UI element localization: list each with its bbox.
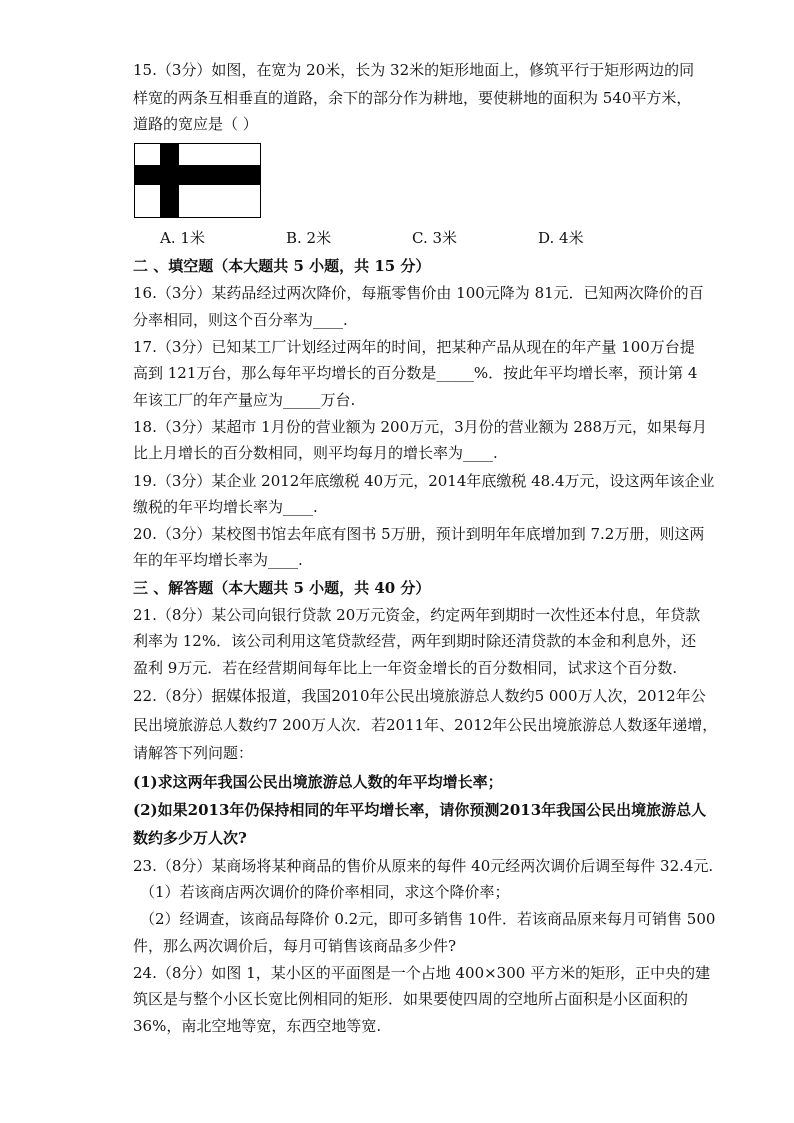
q20-line-1: 20.（3分）某校图书馆去年底有图书 5万册，预计到明年年底增加到 7.2万册，则这两 bbox=[133, 525, 705, 543]
q17-line-3: 年该工厂的年产量应为_____万台. bbox=[133, 391, 356, 409]
q22-line-6: 数约多少万人次? bbox=[133, 829, 247, 847]
q23-line-2: （1）若该商店两次调价的降价率相同，求这个降价率； bbox=[140, 883, 510, 901]
q16-line-2: 分率相同，则这个百分率为____. bbox=[133, 311, 348, 329]
q18-line-1: 18.（3分）某超市 1月份的营业额为 200万元，3月份的营业额为 288万元，如果每月 bbox=[133, 418, 708, 436]
q21-line-2: 利率为 12%．该公司利用这笔贷款经营，两年到期时除还清贷款的本金和利息外，还 bbox=[133, 632, 697, 650]
q22-line-1: 22.（8分）据媒体报道，我国2010年公民出境旅游总人数约5 000万人次，2012年公 bbox=[133, 687, 706, 705]
horizontal-road bbox=[135, 165, 260, 185]
section-2-heading: 二 、填空题（本大题共 5 小题，共 15 分） bbox=[133, 257, 431, 275]
option-a: A. 1米 bbox=[160, 229, 205, 247]
option-b: B. 2米 bbox=[286, 229, 332, 247]
q21-line-3: 盈利 9万元．若在经营期间每年比上一年资金增长的百分数相同，试求这个百分数. bbox=[133, 659, 678, 677]
option-c: C. 3米 bbox=[412, 229, 458, 247]
q15-line-1: 15.（3分）如图，在宽为 20米，长为 32米的矩形地面上，修筑平行于矩形两边的同 bbox=[133, 61, 695, 79]
q24-line-2: 筑区是与整个小区长宽比例相同的矩形．如果要使四周的空地所占面积是小区面积的 bbox=[133, 990, 689, 1008]
q23-line-4: 件，那么两次调价后，每月可销售该商品多少件? bbox=[133, 937, 457, 955]
q24-line-3: 36%，南北空地等宽，东西空地等宽. bbox=[133, 1017, 382, 1035]
q19-line-2: 缴税的年平均增长率为____. bbox=[133, 498, 318, 516]
q22-line-3: 请解答下列问题： bbox=[133, 744, 254, 762]
q17-line-1: 17.（3分）已知某工厂计划经过两年的时间，把某种产品从现在的年产量 100万台提 bbox=[133, 338, 695, 356]
q15-line-2: 样宽的两条互相垂直的道路，余下的部分作为耕地，要使耕地的面积为 540平方米， bbox=[133, 89, 692, 107]
q19-line-1: 19.（3分）某企业 2012年底缴税 40万元，2014年底缴税 48.4万元，设这两年该企业 bbox=[133, 472, 715, 490]
q18-line-2: 比上月增长的百分数相同，则平均每月的增长率为____. bbox=[133, 444, 498, 462]
option-d: D. 4米 bbox=[538, 229, 584, 247]
q21-line-1: 21.（8分）某公司向银行贷款 20万元资金，约定两年到期时一次性还本付息，年贷款 bbox=[133, 606, 701, 624]
q22-line-5: (2)如果2013年仍保持相同的年平均增长率，请你预测2013年我国公民出境旅游总人 bbox=[133, 801, 707, 819]
q17-line-2: 高到 121万台，那么每年平均增长的百分数是_____%．按此年平均增长率，预计第 4 bbox=[133, 364, 698, 382]
q22-line-4: (1)求这两年我国公民出境旅游总人数的年平均增长率； bbox=[133, 773, 503, 791]
q20-line-2: 年的年平均增长率为____. bbox=[133, 551, 303, 569]
q24-line-1: 24.（8分）如图 1，某小区的平面图是一个占地 400×300 平方米的矩形，正中央的建 bbox=[133, 964, 711, 982]
q15-line-3: 道路的宽应是（ ） bbox=[133, 115, 258, 133]
road-diagram bbox=[134, 143, 261, 218]
q16-line-1: 16.（3分）某药品经过两次降价，每瓶零售价由 100元降为 81元．已知两次降价的百 bbox=[133, 284, 704, 302]
q23-line-3: （2）经调查，该商品每降价 0.2元，即可多销售 10件．若该商品原来每月可销售 500 bbox=[140, 910, 716, 928]
section-3-heading: 三 、解答题（本大题共 5 小题，共 40 分） bbox=[133, 579, 431, 597]
q22-line-2: 民出境旅游总人数约7 200万人次．若2011年、2012年公民出境旅游总人数逐年递增， bbox=[133, 716, 718, 734]
q23-line-1: 23.（8分）某商场将某种商品的售价从原来的每件 40元经两次调价后调至每件 32.4元. bbox=[133, 857, 714, 875]
